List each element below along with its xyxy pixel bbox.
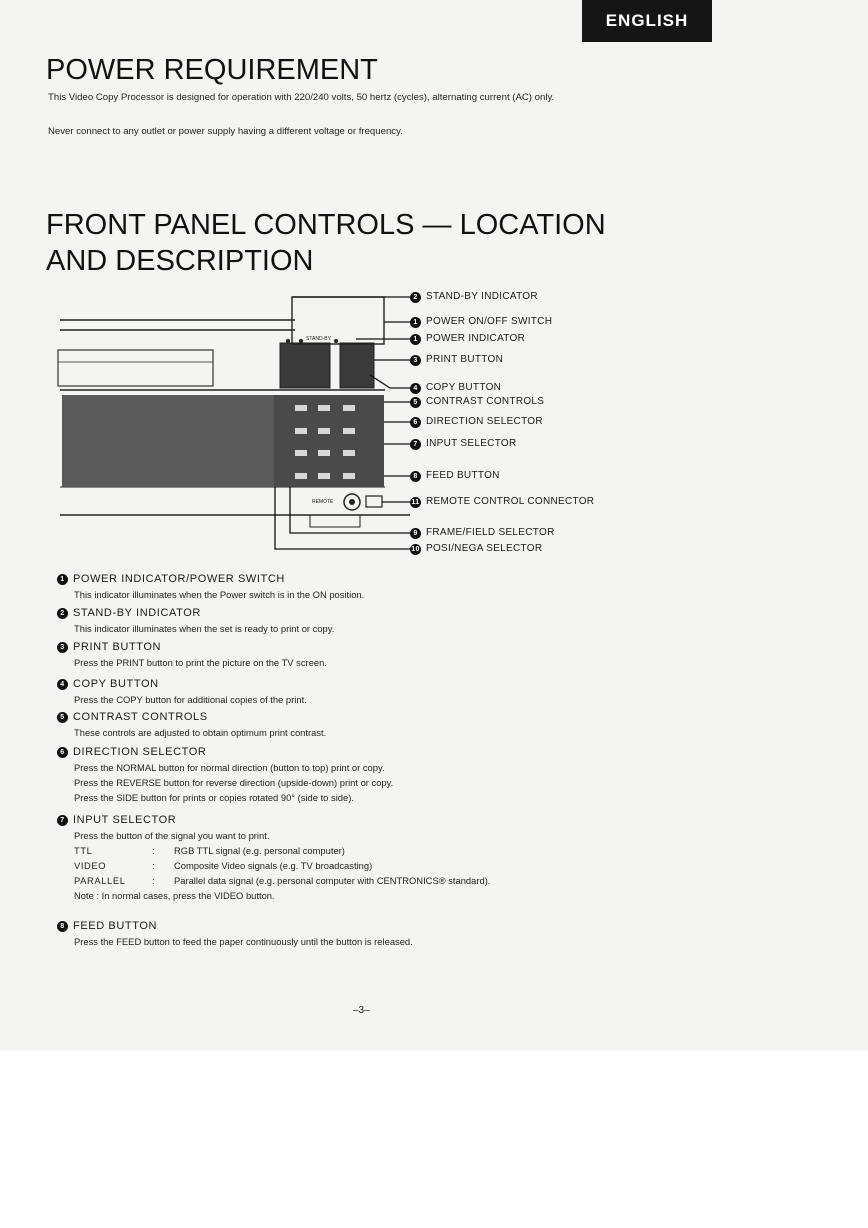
item-title: COPY BUTTON (73, 678, 159, 690)
item-feed-button (57, 918, 677, 949)
callout-label: POSI/NEGA SELECTOR (426, 543, 543, 554)
item-text: Press the FEED button to feed the paper continuously until the button is released. (74, 936, 413, 947)
signal-row (74, 858, 677, 873)
callout-label: POWER INDICATOR (426, 333, 526, 344)
callout-standby-indicator (410, 291, 538, 303)
language-badge: ENGLISH (582, 0, 712, 42)
callout-print-button (410, 354, 503, 366)
callout-number: 8 (410, 471, 421, 482)
power-paragraph-1: This Video Copy Processor is designed for operation with 220/240 volts, 50 hertz (cycles), alternating current (AC) only. (48, 92, 555, 103)
callout-power-switch (410, 316, 552, 328)
item-number: 1 (57, 574, 68, 585)
callout-feed-button (410, 470, 500, 482)
callout-label: FRAME/FIELD SELECTOR (426, 527, 555, 538)
item-text: Press the button of the signal you want to print. (74, 830, 270, 841)
signal-desc: RGB TTL signal (e.g. personal computer) (174, 845, 345, 856)
callout-number: 2 (410, 292, 421, 303)
item-text: This indicator illuminates when the Power switch is in the ON position. (74, 589, 365, 600)
callout-direction-selector (410, 416, 543, 428)
item-number: 5 (57, 712, 68, 723)
callout-number: 5 (410, 397, 421, 408)
callout-number: 1 (410, 334, 421, 345)
item-print-button (57, 639, 677, 670)
callout-label: DIRECTION SELECTOR (426, 416, 543, 427)
signal-row (74, 843, 677, 858)
standby-panel-mark: STAND-BY (306, 336, 331, 342)
item-title: CONTRAST CONTROLS (73, 711, 208, 723)
callout-contrast-controls (410, 396, 544, 408)
callout-number: 11 (411, 498, 420, 506)
item-text: Press the PRINT button to print the picture on the TV screen. (74, 657, 327, 668)
callout-label: COPY BUTTON (426, 382, 502, 393)
callout-label: FEED BUTTON (426, 470, 500, 481)
item-title: PRINT BUTTON (73, 641, 162, 653)
item-number: 2 (57, 608, 68, 619)
callout-number: 9 (410, 528, 421, 539)
callout-label: POWER ON/OFF SWITCH (426, 316, 553, 327)
signal-separator: : (152, 860, 155, 871)
item-number: 3 (57, 642, 68, 653)
item-power-switch (57, 571, 677, 602)
front-panel-heading: FRONT PANEL CONTROLS — LOCATION AND DESCRIPTION (46, 209, 606, 277)
callout-copy-button (410, 382, 501, 394)
item-copy-button (57, 676, 677, 707)
callout-power-indicator (410, 333, 525, 345)
item-input-selector (57, 812, 677, 903)
item-contrast-controls (57, 709, 677, 740)
signal-row (74, 873, 677, 888)
page-number: –3– (353, 1005, 370, 1016)
callout-input-selector (410, 438, 517, 450)
callout-number: 7 (410, 439, 421, 450)
item-title: DIRECTION SELECTOR (73, 746, 207, 758)
item-title: STAND-BY INDICATOR (73, 607, 201, 619)
item-standby-indicator (57, 605, 677, 636)
item-number: 7 (57, 815, 68, 826)
callout-remote-connector (410, 496, 594, 508)
item-direction-selector (57, 744, 677, 805)
item-number: 4 (57, 679, 68, 690)
callout-number: 6 (410, 417, 421, 428)
callout-number: 1 (410, 317, 421, 328)
item-title: INPUT SELECTOR (73, 814, 177, 826)
item-text: These controls are adjusted to obtain optimum print contrast. (74, 727, 327, 738)
callout-label: PRINT BUTTON (426, 354, 504, 365)
item-title: FEED BUTTON (73, 920, 158, 932)
callout-frame-field-selector (410, 527, 555, 539)
signal-separator: : (152, 875, 155, 886)
power-requirement-heading: POWER REQUIREMENT (46, 54, 378, 86)
signal-separator: : (152, 845, 155, 856)
signal-name: VIDEO (74, 860, 107, 871)
power-paragraph-2: Never connect to any outlet or power supply having a different voltage or frequency. (48, 126, 403, 137)
item-text: Press the REVERSE button for reverse direction (upside-down) print or copy. (74, 777, 394, 788)
item-number: 6 (57, 747, 68, 758)
callout-label: REMOTE CONTROL CONNECTOR (426, 496, 595, 507)
item-text: Press the SIDE button for prints or copies rotated 90° (side to side). (74, 792, 354, 803)
input-note: Note : In normal cases, press the VIDEO button. (74, 890, 275, 901)
item-title: POWER INDICATOR/POWER SWITCH (73, 573, 285, 585)
item-number: 8 (57, 921, 68, 932)
remote-panel-mark: REMOTE (312, 499, 334, 505)
callout-number: 3 (410, 355, 421, 366)
item-text: Press the NORMAL button for normal direction (button to top) print or copy. (74, 762, 385, 773)
callout-label: CONTRAST CONTROLS (426, 396, 545, 407)
callout-posi-nega-selector (410, 543, 542, 555)
callout-label: STAND-BY INDICATOR (426, 291, 538, 302)
callout-number: 4 (410, 383, 421, 394)
item-text: Press the COPY button for additional copies of the print. (74, 694, 307, 705)
signal-desc: Parallel data signal (e.g. personal computer with CENTRONICS® standard). (174, 875, 491, 886)
signal-desc: Composite Video signals (e.g. TV broadcasting) (174, 860, 373, 871)
callout-number: 10 (411, 545, 420, 553)
item-text: This indicator illuminates when the set is ready to print or copy. (74, 623, 335, 634)
callout-label: INPUT SELECTOR (426, 438, 517, 449)
signal-name: PARALLEL (74, 875, 126, 886)
signal-name: TTL (74, 845, 93, 856)
